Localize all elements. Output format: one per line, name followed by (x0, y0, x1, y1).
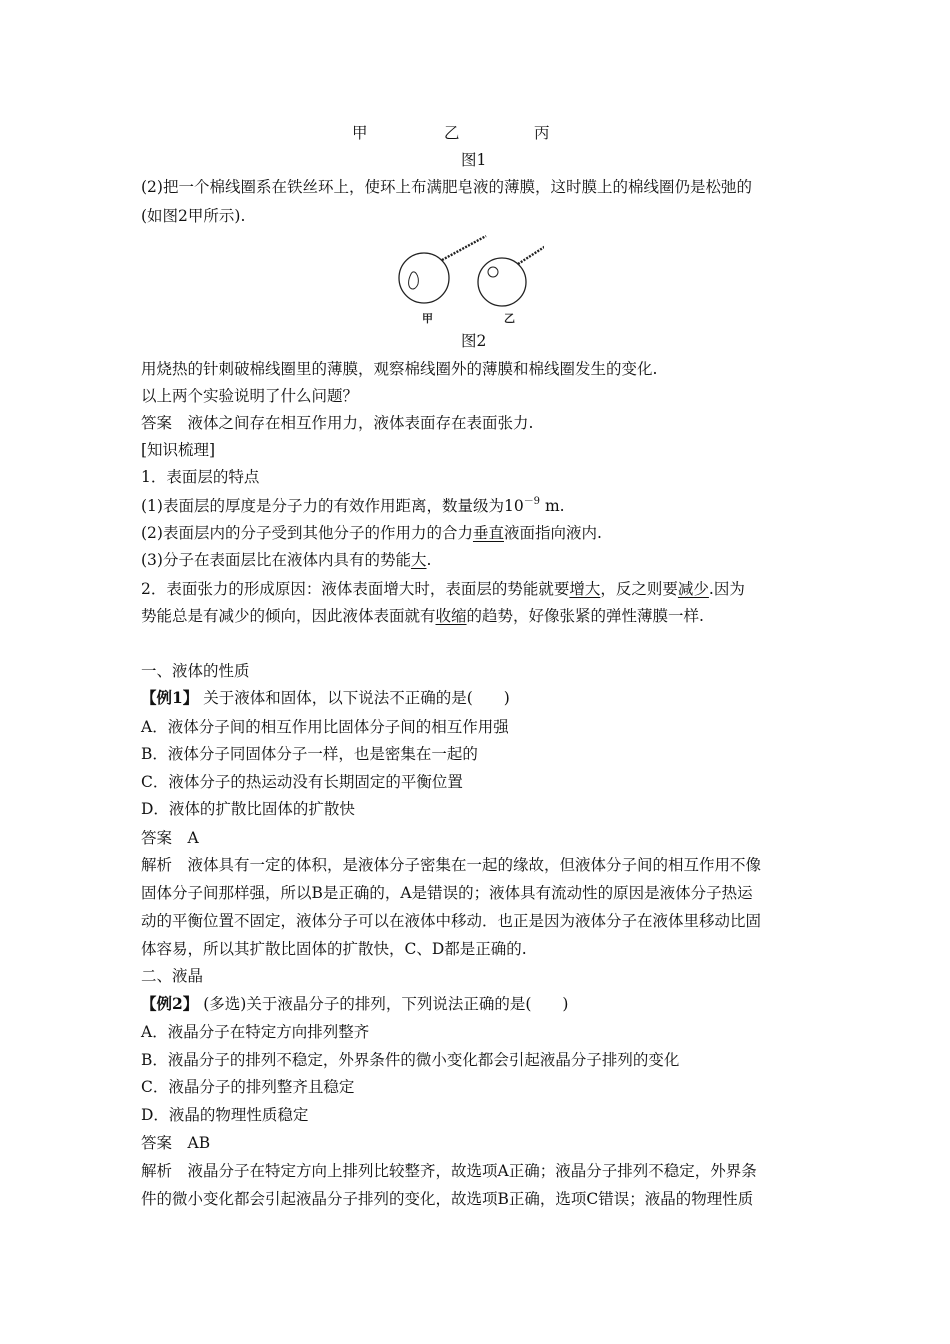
paragraph-question: 以上两个实验说明了什么问题？ (141, 387, 359, 405)
knowledge-point-1-1: (1)表面层的厚度是分子力的有效作用距离，数量级为$10^{-9}$ m. (141, 496, 565, 515)
example-2-option-b: B．液晶分子的排列不稳定，外界条件的微小变化都会引起液晶分子排列的变化 (141, 1051, 680, 1069)
knowledge-point-2-cont: 势能总是有减少的倾向，因此液体表面就有收缩的趋势，好像张紧的弹性薄膜一样. (141, 607, 704, 625)
example-1-explanation-4: 体容易，所以其扩散比固体的扩散快，C、D都是正确的. (141, 940, 527, 958)
knowledge-point-2: 2．表面张力的形成原因：液体表面增大时，表面层的势能就要增大，反之则要减少.因为 (141, 580, 745, 598)
fig2-label-jia: 甲 (422, 312, 433, 325)
knowledge-heading: [知识梳理] (141, 441, 216, 459)
fig1-label-bing: 丙 (534, 124, 550, 142)
example-1-explanation-1: 解析 液体具有一定的体积，是液体分子密集在一起的缘故，但液体分子间的相互作用不像 (141, 856, 762, 874)
fig1-caption: 图1 (461, 151, 487, 169)
section-2-title: 二、液晶 (141, 967, 204, 985)
example-1-explanation-3: 动的平衡位置不固定，液体分子可以在液体中移动．也正是因为液体分子在液体里移动比固 (141, 912, 762, 930)
fig1-label-jia: 甲 (352, 124, 368, 142)
wire-ring-jia (399, 236, 486, 303)
exp2-line2: (如图2甲所示). (141, 207, 246, 225)
example-2-answer: 答案 AB (141, 1134, 211, 1152)
underlined-term: 垂直 (472, 524, 504, 542)
fig2-label-yi: 乙 (504, 312, 515, 325)
example-2-option-a: A．液晶分子在特定方向排列整齐 (141, 1023, 370, 1041)
example-2-explanation-2: 件的微小变化都会引起液晶分子排列的变化，故选项B正确，选项C错误；液晶的物理性质 (141, 1190, 754, 1208)
example-1-option-d: D．液体的扩散比固体的扩散快 (141, 800, 355, 818)
example-label: 【例1】 (141, 688, 199, 707)
exp2-line1: (2)把一个棉线圈系在铁丝环上，使环上布满肥皂液的薄膜，这时膜上的棉线圈仍是松弛的 (141, 178, 752, 196)
example-label: 【例2】 (141, 994, 199, 1013)
exponent: －9 (523, 496, 541, 507)
knowledge-point-1-2: (2)表面层内的分子受到其他分子的作用力的合力垂直液面指向液内. (141, 524, 602, 542)
example-1-answer: 答案 A (141, 829, 199, 847)
example-1-question: 【例1】 关于液体和固体，以下说法不正确的是( ) (141, 688, 510, 707)
underlined-term: 增大 (569, 580, 601, 598)
example-2-explanation-1: 解析 液晶分子在特定方向上排列比较整齐，故选项A正确；液晶分子排列不稳定，外界条 (141, 1162, 757, 1180)
example-1-explanation-2: 固体分子间那样强，所以B是正确的，A是错误的；液体具有流动性的原因是液体分子热运 (141, 884, 753, 902)
example-1-option-b: B．液体分子同固体分子一样，也是密集在一起的 (141, 745, 478, 763)
wire-ring-yi (478, 242, 544, 306)
fig2-diagram (394, 230, 544, 330)
fig1-label-yi: 乙 (444, 124, 460, 142)
example-2-question: 【例2】 (多选)关于液晶分子的排列，下列说法正确的是( ) (141, 994, 569, 1013)
example-1-option-c: C．液体分子的热运动没有长期固定的平衡位置 (141, 773, 463, 791)
underlined-term: 收缩 (435, 607, 467, 625)
paragraph-observe: 用烧热的针刺破棉线圈里的薄膜，观察棉线圈外的薄膜和棉线圈发生的变化. (141, 360, 658, 378)
knowledge-point-1: 1．表面层的特点 (141, 468, 260, 486)
fig2-caption: 图2 (461, 332, 487, 350)
section-1-title: 一、液体的性质 (141, 662, 250, 680)
knowledge-point-1-3: (3)分子在表面层比在液体内具有的势能大. (141, 551, 432, 569)
example-2-option-c: C．液晶分子的排列整齐且稳定 (141, 1078, 355, 1096)
example-2-option-d: D．液晶的物理性质稳定 (141, 1106, 309, 1124)
answer-experiments: 答案 液体之间存在相互作用力，液体表面存在表面张力. (141, 414, 534, 432)
example-1-option-a: A．液体分子间的相互作用比固体分子间的相互作用强 (141, 718, 509, 736)
underlined-term: 减少 (677, 580, 709, 598)
underlined-term: 大 (410, 551, 427, 569)
